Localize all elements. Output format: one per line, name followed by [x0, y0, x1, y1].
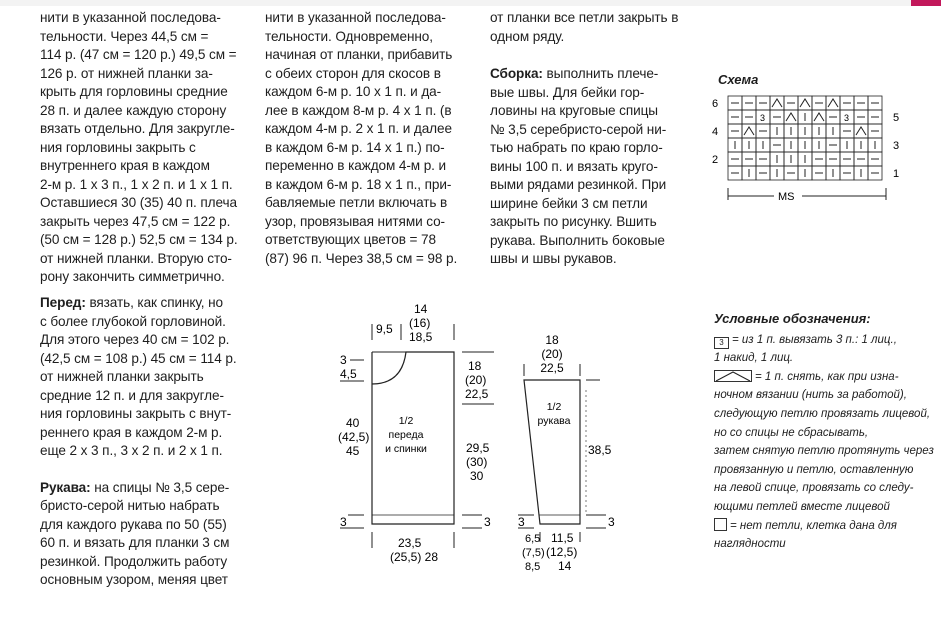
text-line: с обеих сторон для скосов в: [265, 65, 441, 81]
assembly-section: [490, 65, 666, 269]
slip-stitch-mark: [800, 99, 810, 107]
text-line: тельности. Одновременно,: [265, 28, 433, 44]
text-line: ющими петлей вместе лицевой: [714, 500, 890, 513]
top-width-3: 18,5: [409, 330, 433, 344]
top-width-1: 14: [414, 302, 428, 316]
text-line: 2-м р. 1 х 3 п., 1 х 2 п. и 1 х 1 п.: [40, 176, 233, 192]
column-3-text: [490, 9, 678, 46]
slip-stitch-mark: [772, 99, 782, 107]
section-text: на спицы № 3,5 сере-: [90, 479, 230, 495]
body-label-3: и спинки: [385, 443, 427, 455]
row-number-3: 3: [893, 140, 900, 152]
sleeve-bottom-b-2: (12,5): [546, 545, 578, 559]
text-line: еще 2 х 3 п., 3 х 2 п. и 2 х 1 п.: [40, 443, 223, 458]
sleeve-top-3: 22,5: [540, 361, 564, 375]
text-line: ния горловины закрыть с внут-: [40, 406, 232, 421]
increase-stitch-mark: 3: [844, 113, 850, 123]
section-heading: Рукава:: [40, 479, 91, 495]
text-line: с более глубокой горловиной.: [40, 313, 226, 329]
body-schematic: [336, 300, 506, 580]
text-line: переменно в каждом 4-м р. и: [265, 158, 447, 173]
section-text: выполнить плече-: [542, 66, 659, 81]
legend-item-no-stitch: = нет петли, клетка дана для: [714, 517, 934, 536]
legend-item-slip: = 1 п. снять, как при изна-: [714, 368, 934, 387]
band-right: 3: [484, 515, 491, 529]
row-number-2: 2: [712, 154, 719, 166]
text-line: нити в указанной последова-: [40, 10, 221, 25]
text-line: нити в указанной последова-: [265, 10, 446, 25]
sleeve-bottom-a-3: 8,5: [525, 561, 541, 573]
section-heading: Сборка:: [490, 66, 543, 81]
text-line: тельности. Через 44,5 см =: [40, 28, 209, 44]
text-line: № 3,5 серебристо-серой ни-: [490, 121, 667, 137]
text-line: бристо-серой нитью набрать: [40, 498, 220, 513]
sleeve-band-right: 3: [608, 515, 615, 529]
text-line: резинкой. Продолжить работу: [40, 553, 228, 569]
text-line: швы и швы рукавов.: [490, 251, 617, 266]
sleeve-schematic: [516, 330, 626, 610]
section-first-line: [40, 479, 237, 498]
legend-item-no-stitch-cont: наглядности: [714, 538, 786, 551]
text-line: рону закончить симметрично.: [40, 269, 225, 284]
text-line: затем снятую петлю протянуть через: [714, 445, 934, 458]
side-length-1: 29,5: [466, 441, 490, 455]
shoulder-height-2: (20): [465, 373, 487, 387]
text-line: вины 100 п. и вязать круго-: [490, 158, 658, 174]
row-number-5: 5: [893, 112, 900, 124]
body-label-2: переда: [388, 429, 424, 441]
scheme-title: Схема: [718, 72, 759, 87]
text-line: (87) 96 п. Через 38,5 см = 98 р.: [265, 250, 458, 266]
text-line: лее в каждом 8-м р. 4 х 1 п. (в: [265, 102, 452, 118]
column-1-text: [40, 9, 238, 287]
column-2-text: [265, 9, 457, 268]
legend-title: Условные обозначения:: [714, 311, 871, 326]
bottom-width-2: (25,5) 28: [390, 550, 439, 564]
length-left-2: (42,5): [338, 430, 370, 444]
band-left: 3: [340, 515, 347, 529]
length-left-3: 45: [346, 444, 360, 458]
sleeve-band-left: 3: [518, 515, 525, 529]
text-line: от нижней планки. Вторую сто-: [40, 250, 232, 266]
text-line: вязать отдельно. Для закругле-: [40, 121, 235, 136]
page-accent-corner: [911, 0, 941, 6]
text-line: ночном вязании (нить за работой),: [714, 389, 907, 402]
sleeve-bottom-a-1: 6,5: [525, 533, 541, 545]
text-line: каждом 4-м р. 2 х 1 п. и далее: [265, 121, 452, 136]
text-line: для каждого рукава по 50 (55): [40, 516, 227, 532]
legend-item-increase-cont: 1 накид, 1 лиц.: [714, 352, 794, 365]
text-line: закрыть через 47,5 см = 122 р.: [40, 213, 231, 229]
sleeve-top-2: (20): [541, 347, 563, 361]
text-line: узор, провязывая нитями со-: [265, 213, 445, 229]
text-line: провязанную и петлю, оставленную: [714, 463, 914, 476]
text-line: бавляемые петли включать в: [265, 195, 448, 210]
text-line: начиная от планки, прибавить: [265, 47, 453, 62]
slip-stitch-mark: [786, 113, 796, 121]
page-top-strip: [0, 0, 941, 6]
neck-depth-2: 4,5: [340, 367, 357, 381]
row-number-4: 4: [712, 126, 719, 138]
sleeve-bottom-b-3: 14: [558, 559, 572, 573]
repeat-label: MS: [778, 191, 795, 202]
row-number-1: 1: [893, 168, 900, 180]
body-label-1: 1/2: [398, 415, 414, 427]
text-line: (50 см = 128 р.) 52,5 см = 134 р.: [40, 232, 238, 247]
slip-stitch-mark: [828, 99, 838, 107]
row-number-6: 6: [712, 98, 719, 110]
text-line: на левой спице, провязать со следу-: [714, 482, 914, 495]
text-line: от нижней планки закрыть: [40, 369, 204, 384]
sleeves-section: [40, 479, 237, 590]
text-line: рукава. Выполнить боковые: [490, 232, 665, 248]
text-line: закрыть по рисунку. Вшить: [490, 214, 657, 229]
text-line: в каждом 6-м р. 18 х 1 п., при-: [265, 176, 452, 192]
sleeve-top-1: 18: [545, 333, 559, 347]
section-heading: Перед:: [40, 295, 86, 310]
top-width-2: (16): [409, 316, 431, 330]
front-section: [40, 294, 237, 461]
text-line: реннего края в каждом 2-м р.: [40, 424, 223, 440]
increase-stitch-mark: 3: [760, 113, 766, 123]
text-line: основным узором, меняя цвет: [40, 572, 228, 587]
text-line: от планки все петли закрыть в: [490, 10, 679, 25]
text-line: следующую петлю провязать лицевой,: [714, 407, 931, 420]
column-1-sections: [40, 294, 237, 590]
text-line: в каждом 6-м р. 14 х 1 п.) по-: [265, 139, 445, 155]
side-length-3: 30: [470, 469, 484, 483]
text-line: ния горловины закрыть с: [40, 139, 196, 155]
slip-stitch-mark: [814, 113, 824, 121]
legend: [714, 310, 934, 554]
section-text: вязать, как спинку, но: [85, 295, 223, 310]
shoulder-height-3: 22,5: [465, 387, 489, 401]
knitting-scheme: [706, 92, 906, 202]
text-line: внутреннего края в каждом: [40, 158, 210, 173]
legend-item-slip-lines: [714, 386, 934, 516]
increase-symbol-icon: 3: [714, 337, 729, 349]
text-line: вые швы. Для бейки гор-: [490, 84, 645, 100]
text-line: одном ряду.: [490, 28, 565, 44]
section-first-line: [40, 294, 237, 313]
shoulder-height-1: 18: [468, 359, 482, 373]
text-line: ответствующих цветов = 78: [265, 232, 436, 247]
legend-item-increase: 3 = из 1 п. вывязать 3 п.: 1 лиц.,: [714, 331, 934, 350]
text-line: каждом 6-м р. 10 х 1 п. и да-: [265, 84, 442, 99]
sleeve-length: 38,5: [588, 443, 612, 457]
slip-stitch-symbol-icon: [714, 370, 752, 382]
empty-cell-symbol-icon: [714, 518, 727, 531]
bottom-width-1: 23,5: [398, 536, 422, 550]
text-line: 126 р. от нижней планки за-: [40, 65, 213, 81]
sleeve-bottom-b-1: 11,5: [551, 531, 574, 545]
side-length-2: (30): [466, 455, 488, 469]
slip-stitch-mark: [744, 127, 754, 135]
text-line: Оставшиеся 30 (35) 40 п. плеча: [40, 195, 237, 210]
text-line: но со спицы не сбрасывать,: [714, 426, 869, 439]
text-line: 60 п. и вязать для планки 3 см: [40, 535, 230, 550]
text-line: (42,5 см = 108 р.) 45 см = 114 р.: [40, 350, 237, 366]
slip-stitch-mark: [856, 127, 866, 135]
sleeve-label-1: 1/2: [546, 401, 562, 413]
text-line: крыть для горловины средние: [40, 84, 228, 99]
text-line: ширине бейки 3 см петли: [490, 195, 648, 211]
section-first-line: [490, 65, 666, 84]
text-line: 28 п. и далее каждую сторону: [40, 102, 227, 118]
text-line: тью набрать по краю горло-: [490, 140, 663, 155]
text-line: ловины на круговые спицы: [490, 103, 658, 118]
text-line: выми рядами резинкой. При: [490, 177, 667, 192]
neck-width: 9,5: [376, 322, 393, 336]
length-left-1: 40: [346, 416, 360, 430]
text-line: Для этого через 40 см = 102 р.: [40, 332, 230, 347]
text-line: 114 р. (47 см = 120 р.) 49,5 см =: [40, 47, 237, 62]
sleeve-label-2: рукава: [537, 415, 571, 427]
text-line: средние 12 п. и для закругле-: [40, 387, 224, 403]
neck-depth-1: 3: [340, 353, 347, 367]
sleeve-bottom-a-2: (7,5): [522, 547, 545, 559]
